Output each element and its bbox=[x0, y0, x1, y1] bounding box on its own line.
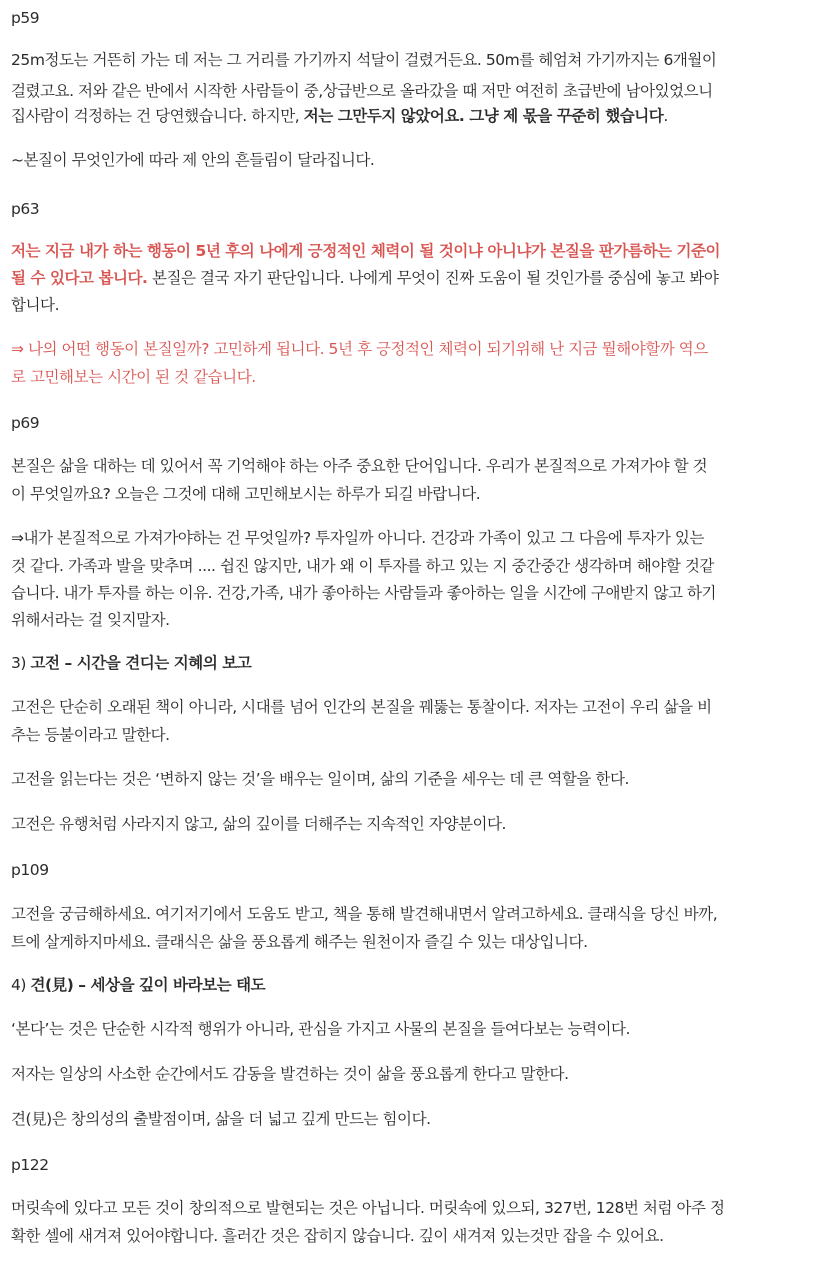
paragraph-line: 고전은 단순히 오래된 책이 아니라, 시대를 넘어 인간의 본질을 꿰뚫는 통찰이다. 저자는 고전이 우리 삶을 비 bbox=[11, 698, 712, 716]
paragraph-line: 본질은 삶을 대하는 데 있어서 꼭 기억해야 하는 아주 중요한 단어입니다. 우리가 본질적으로 가져가야 할 것 bbox=[11, 457, 708, 475]
paragraph-line: 습니다. 내가 투자를 하는 이유. 건강,가족, 내가 좋아하는 사람들과 좋아하는 일을 시간에 구애받지 않고 하기 bbox=[11, 584, 717, 602]
paragraph-line: 고전은 유행처럼 사라지지 않고, 삶의 깊이를 더해주는 지속적인 자양분이다. bbox=[11, 815, 506, 833]
paragraph-line: ⇒내가 본질적으로 가져가야하는 건 무엇일까? 투자일까 아니다. 건강과 가족이 있고 그 다음에 투자가 있는 bbox=[11, 529, 704, 547]
paragraph-line: ~본질이 무엇인가에 따라 제 안의 흔들림이 달라집니다. bbox=[11, 151, 375, 169]
paragraph-line: 트에 살게하지마세요. 클래식은 삶을 풍요롭게 해주는 원천이자 즐길 수 있는 대상입니다. bbox=[11, 933, 588, 951]
page-ref-p63: p63 bbox=[11, 200, 40, 218]
paragraph-line: 고전을 궁금해하세요. 여기저기에서 도움도 받고, 책을 통해 발견해내면서 알려고하세요. 클래식을 당신 바까, bbox=[11, 905, 718, 923]
paragraph-line: 25m정도는 거뜬히 가는 데 저는 그 거리를 가기까지 석달이 걸렸거든요. 50m를 헤엄쳐 가기까지는 6개월이 bbox=[11, 51, 717, 69]
paragraph-line-mixed bbox=[11, 101, 811, 132]
heading-title: 견(見) – 세상을 깊이 바라보는 태도 bbox=[30, 976, 266, 994]
paragraph-line: 걸렸고요. 저와 같은 반에서 시작한 사람들이 중,상급반으로 올라갔을 때 저만 여전히 초급반에 남아있었으니 bbox=[11, 82, 713, 100]
paragraph-line: 추는 등불이라고 말한다. bbox=[11, 726, 170, 744]
highlight-text: 될 수 있다고 봅니다. bbox=[11, 269, 148, 287]
paragraph-line: 이 무엇일까요? 오늘은 그것에 대해 고민해보시는 하루가 되길 바랍니다. bbox=[11, 485, 481, 503]
paragraph-line: 고전을 읽는다는 것은 ‘변하지 않는 것’을 배우는 일이며, 삶의 기준을 세우는 데 큰 역할을 한다. bbox=[11, 770, 629, 788]
reflection-line: 로 고민해보는 시간이 된 것 같습니다. bbox=[11, 368, 256, 386]
page-ref-p122: p122 bbox=[11, 1156, 49, 1174]
page-ref-p109: p109 bbox=[11, 861, 49, 879]
page-ref-p59: p59 bbox=[11, 9, 40, 27]
paragraph-line: 견(見)은 창의성의 출발점이며, 삶을 더 넓고 깊게 만드는 힘이다. bbox=[11, 1110, 431, 1128]
paragraph-line: ‘본다’는 것은 단순한 시각적 행위가 아니라, 관심을 가지고 사물의 본질을 들여다보는 능력이다. bbox=[11, 1020, 631, 1038]
heading-title: 고전 – 시간을 견디는 지혜의 보고 bbox=[30, 654, 252, 672]
bold-text: 저는 그만두지 않았어요. 그냥 제 몫을 꾸준히 했습니다 bbox=[303, 107, 664, 125]
text-tail: . bbox=[663, 107, 668, 125]
paragraph-line: 위해서라는 걸 잊지말자. bbox=[11, 611, 170, 629]
text-normal: 집사람이 걱정하는 건 당연했습니다. 하지만, bbox=[11, 107, 304, 125]
paragraph-line: 것 같다. 가족과 발을 맞추며 .... 쉽진 않지만, 내가 왜 이 투자를 하고 있는 지 중간중간 생각하며 해야할 것같 bbox=[11, 557, 714, 575]
paragraph-line: 합니다. bbox=[11, 296, 60, 314]
section-heading-3 bbox=[11, 648, 811, 679]
section-heading-4 bbox=[11, 970, 811, 1001]
reflection-line: ⇒ 나의 어떤 행동이 본질일까? 고민하게 됩니다. 5년 후 긍정적인 체력이 되기위해 난 지금 뭘해야할까 역으 bbox=[11, 340, 708, 358]
highlight-line: 저는 지금 내가 하는 행동이 5년 후의 나에게 긍정적인 체력이 될 것이냐 아니냐가 본질을 판가름하는 기준이 bbox=[11, 242, 721, 260]
paragraph-line: 확한 셀에 새겨져 있어야합니다. 흘러간 것은 잡히지 않습니다. 깊이 새겨져 있는것만 잡을 수 있어요. bbox=[11, 1227, 664, 1245]
paragraph-line: 머릿속에 있다고 모든 것이 창의적으로 발현되는 것은 아닙니다. 머릿속에 있으되, 327번, 128번 처럼 아주 정 bbox=[11, 1199, 725, 1217]
text-normal: 본질은 결국 자기 판단입니다. 나에게 무엇이 진짜 도움이 될 것인가를 중심에 놓고 봐야 bbox=[147, 269, 719, 287]
paragraph-line: 저자는 일상의 사소한 순간에서도 감동을 발견하는 것이 삶을 풍요롭게 한다고 말한다. bbox=[11, 1065, 569, 1083]
page-ref-p69: p69 bbox=[11, 414, 40, 432]
heading-number: 3) bbox=[11, 654, 31, 672]
heading-number: 4) bbox=[11, 976, 31, 994]
